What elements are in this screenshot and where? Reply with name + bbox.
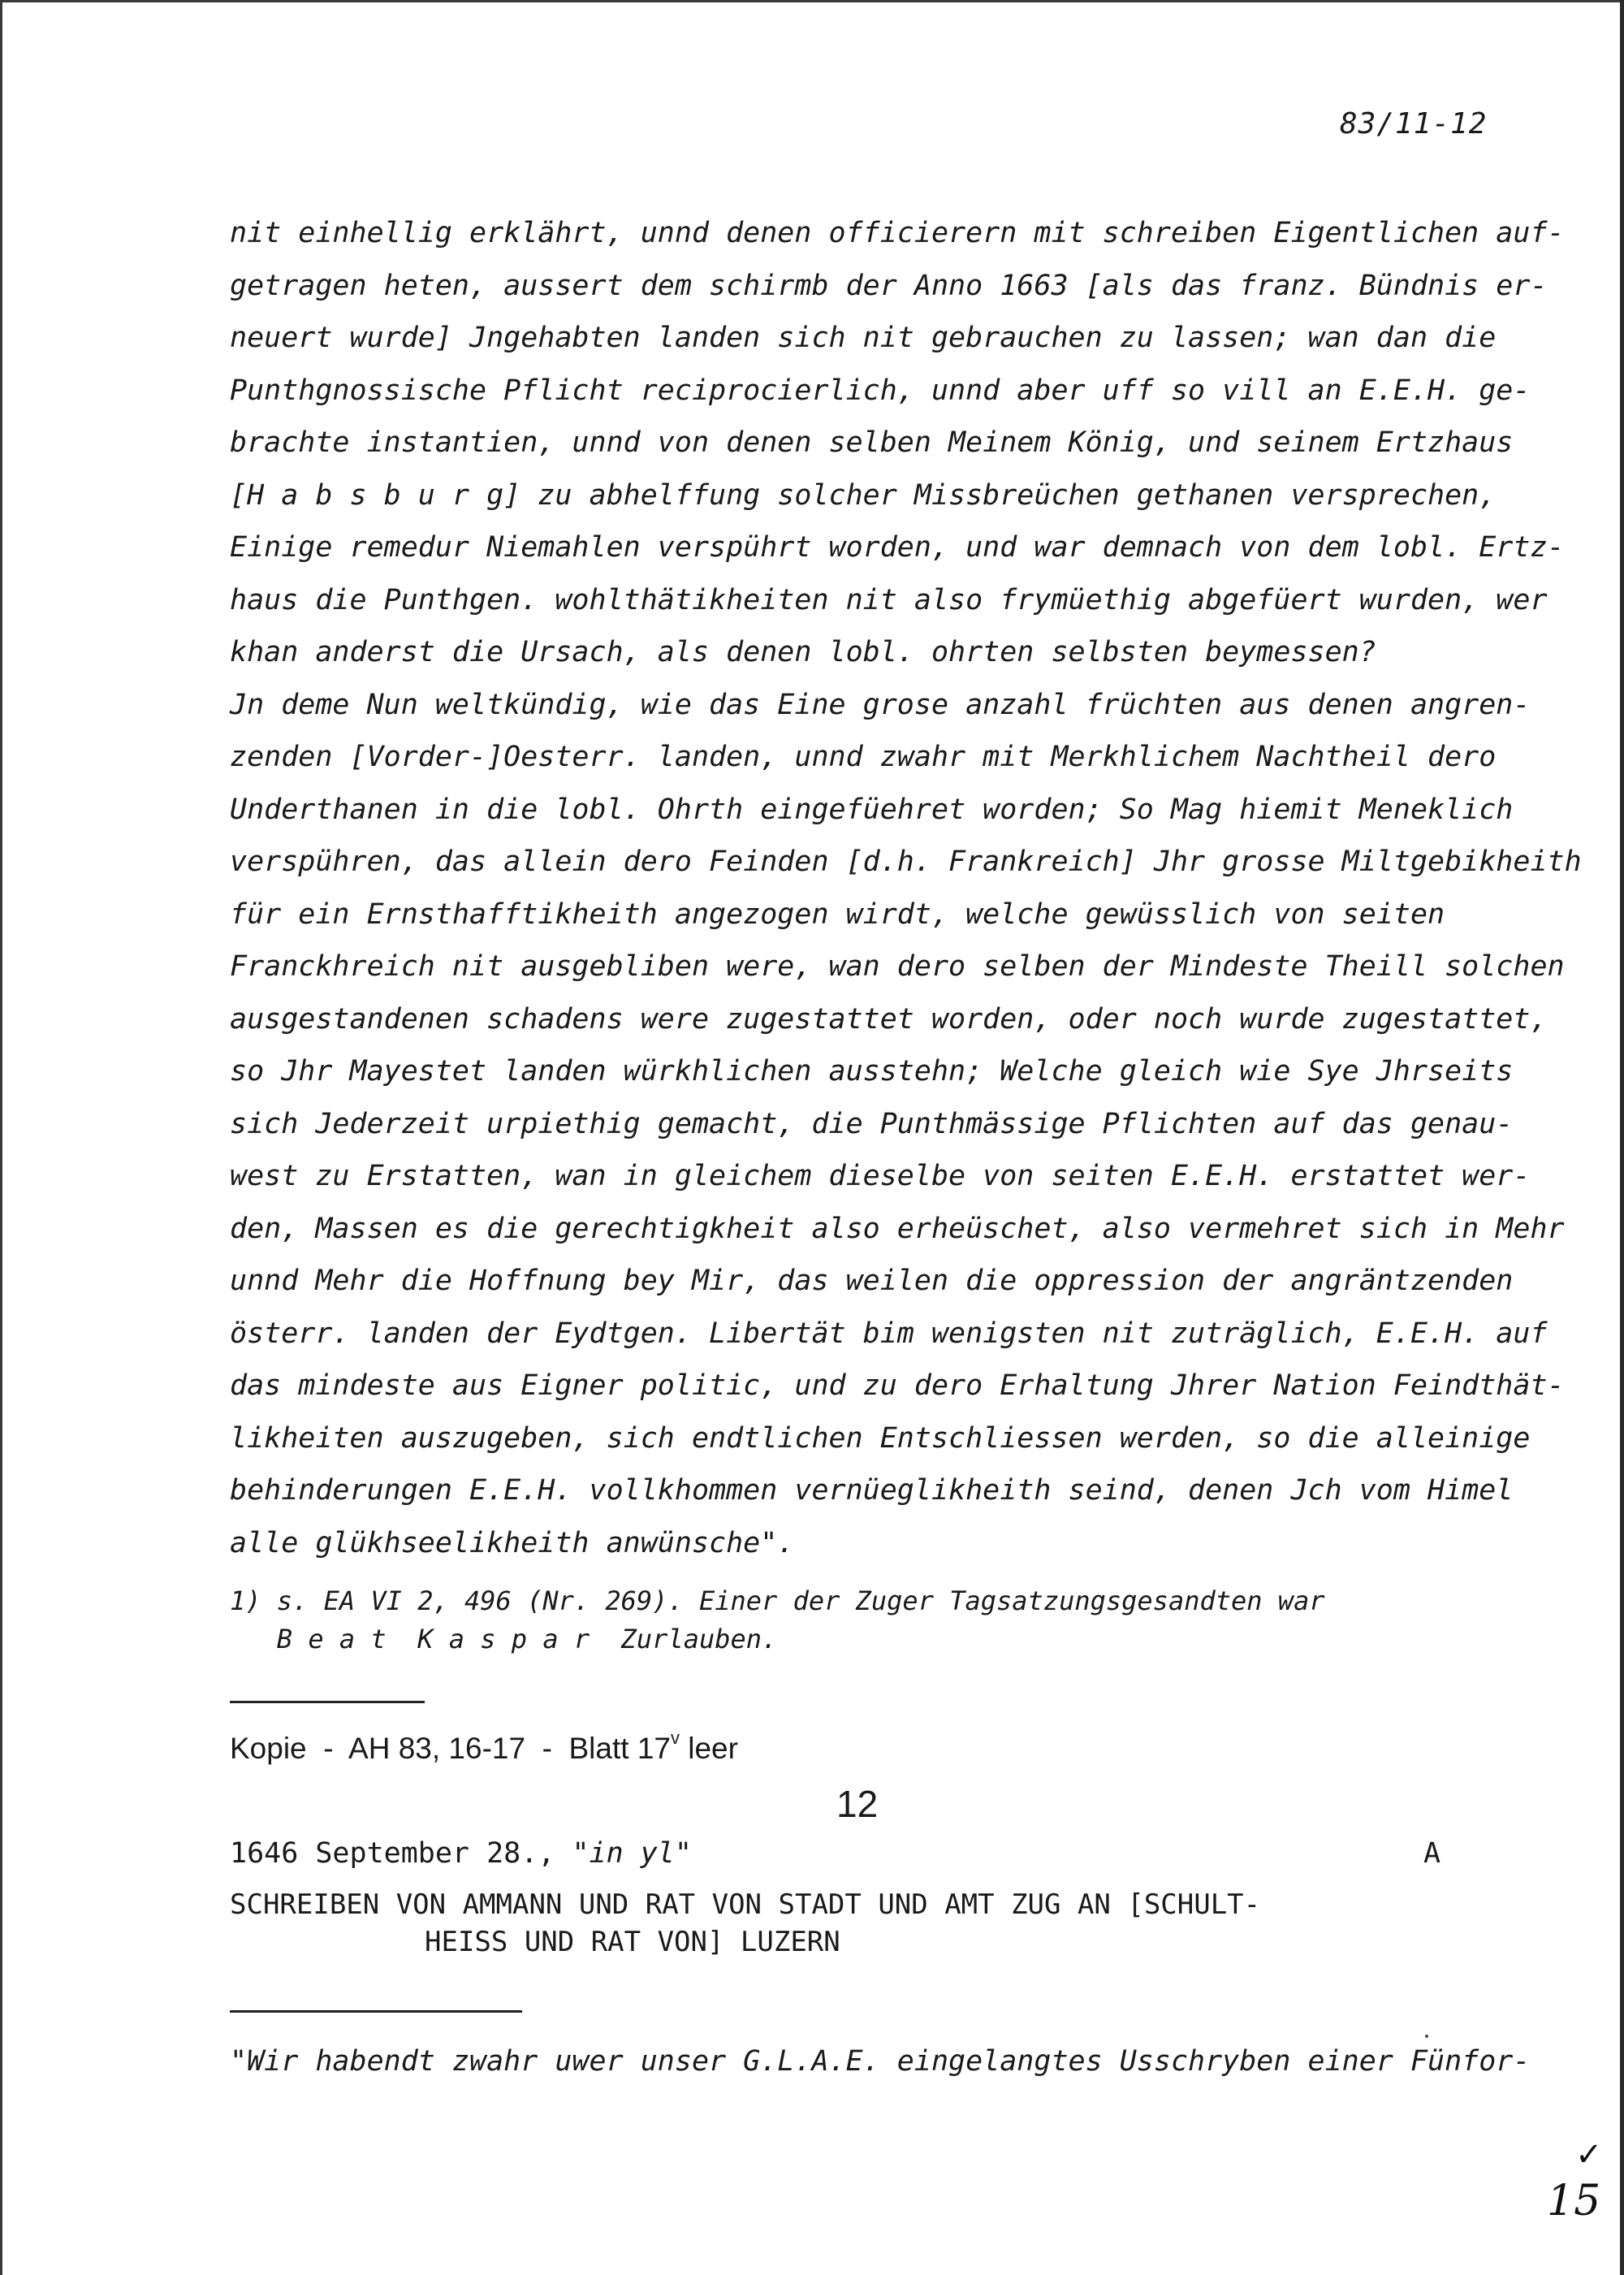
date-place: "in yl" [572, 1837, 692, 1870]
footnote-line: B e a t K a s p a r Zurlauben. [230, 1624, 778, 1654]
body-line: so Jhr Mayestet landen würkhlichen ausstehn; Welche gleich wie Sye Jhrseits [230, 1055, 1514, 1088]
source-reference [230, 1715, 738, 1771]
check-mark-icon: ✓ [1575, 2136, 1603, 2173]
body-line: west zu Erstatten, wan in gleichem dieselbe von seiten E.E.H. erstattet wer- [230, 1160, 1531, 1192]
body-line: haus die Punthgen. wohlthätikheiten nit also frymüethig abgefüert wurden, wer [230, 583, 1548, 616]
separator-rule [230, 2010, 522, 2013]
body-line: zenden [Vorder-]Oesterr. landen, unnd zwahr mit Merkhlichem Nachtheil dero [230, 741, 1497, 773]
footnote-line: 1) s. EA VI 2, 496 (Nr. 269). Einer der Zuger Tagsatzungsgesandten war [230, 1585, 1325, 1616]
date-text: 1646 September 28., [230, 1837, 572, 1870]
body-line: Punthgnossische Pflicht reciprocierlich, unnd aber uff so vill an E.E.H. ge- [230, 374, 1531, 407]
body-line: alle glükhseelikheith anwünsche". [230, 1526, 795, 1559]
body-line: ausgestandenen schadens were zugestattet worden, oder noch wurde zugestattet, [230, 1002, 1548, 1036]
body-text [230, 207, 1610, 1569]
footnote [230, 1582, 1325, 1659]
source-text: Kopie - AH 83, 16-17 - Blatt 17 [230, 1732, 671, 1765]
body-line: likheiten auszugeben, sich endtlichen Entschliessen werden, so die alleinige [230, 1421, 1531, 1455]
page-edge-right [1620, 0, 1624, 2275]
document-type-letter: A [1423, 1837, 1441, 1870]
page-number: 83/11-12 [1340, 107, 1488, 141]
body-line: neuert wurde] Jngehabten landen sich nit gebrauchen zu lassen; wan dan die [230, 322, 1497, 354]
document-number: 12 [836, 1783, 879, 1825]
heading-line: HEISS UND RAT VON] LUZERN [425, 1926, 840, 1958]
heading-line: SCHREIBEN VON AMMANN UND RAT VON STADT UND AMT ZUG AN [SCHULT- [230, 1888, 1261, 1921]
source-superscript: v [670, 1728, 680, 1748]
body-line: unnd Mehr die Hoffnung bey Mir, das weilen die oppression der angräntzenden [230, 1265, 1514, 1297]
page-edge-top [0, 0, 1624, 2]
body-line: den, Massen es die gerechtigkheit also erheüschet, also vermehret sich in Mehr [230, 1212, 1565, 1245]
body-line: [H a b s b u r g] zu abhelffung solcher Missbreüchen gethanen versprechen, [230, 478, 1497, 512]
body-line: verspühren, das allein dero Feinden [d.h. Frankreich] Jhr grosse Miltgebikheith [230, 846, 1582, 878]
body-line: getragen heten, aussert dem schirmb der Anno 1663 [als das franz. Bündnis er- [230, 269, 1548, 302]
stray-mark [1425, 2035, 1428, 2038]
body-line: khan anderst die Ursach, als denen lobl. ohrten selbsten beymessen? [230, 636, 1376, 668]
body-line: nit einhellig erklährt, unnd denen officierern mit schreiben Eigentlichen auf- [230, 217, 1565, 249]
body-line: Einige remedur Niemahlen verspührt worden, und war demnach von dem lobl. Ertz- [230, 531, 1565, 564]
body-line: Underthanen in die lobl. Ohrth eingefüehret worden; So Mag hiemit Meneklich [230, 793, 1514, 826]
body-line: für ein Ernsthafftikheith angezogen wirdt, welche gewüsslich von seiten [230, 897, 1445, 931]
document-heading [230, 1886, 1260, 1961]
folio-handwritten-mark: 15 [1547, 2177, 1601, 2225]
document-opening-line: "Wir habendt zwahr uwer unser G.L.A.E. eingelangtes Usschryben einer Fünfor- [230, 2045, 1531, 2078]
body-line: sich Jederzeit urpiethig gemacht, die Punthmässige Pflichten auf das genau- [230, 1107, 1514, 1140]
document-date [230, 1837, 692, 1870]
body-line: brachte instantien, unnd von denen selben Meinem König, und seinem Ertzhaus [230, 426, 1514, 459]
body-line: behinderungen E.E.H. vollkhommen vernüeglikheith seind, denen Jch vom Himel [230, 1474, 1514, 1507]
page-edge-left [0, 0, 2, 2275]
separator-rule [230, 1701, 425, 1703]
body-line: das mindeste aus Eigner politic, und zu dero Erhaltung Jhrer Nation Feindthät- [230, 1369, 1565, 1402]
body-line: Jn deme Nun weltkündig, wie das Eine grose anzahl früchten aus denen angren- [230, 688, 1531, 721]
body-line: Franckhreich nit ausgebliben were, wan dero selben der Mindeste Theill solchen [230, 950, 1565, 983]
source-suffix: leer [679, 1732, 738, 1765]
body-line: österr. landen der Eydtgen. Libertät bim wenigsten nit zuträglich, E.E.H. auf [230, 1317, 1548, 1350]
